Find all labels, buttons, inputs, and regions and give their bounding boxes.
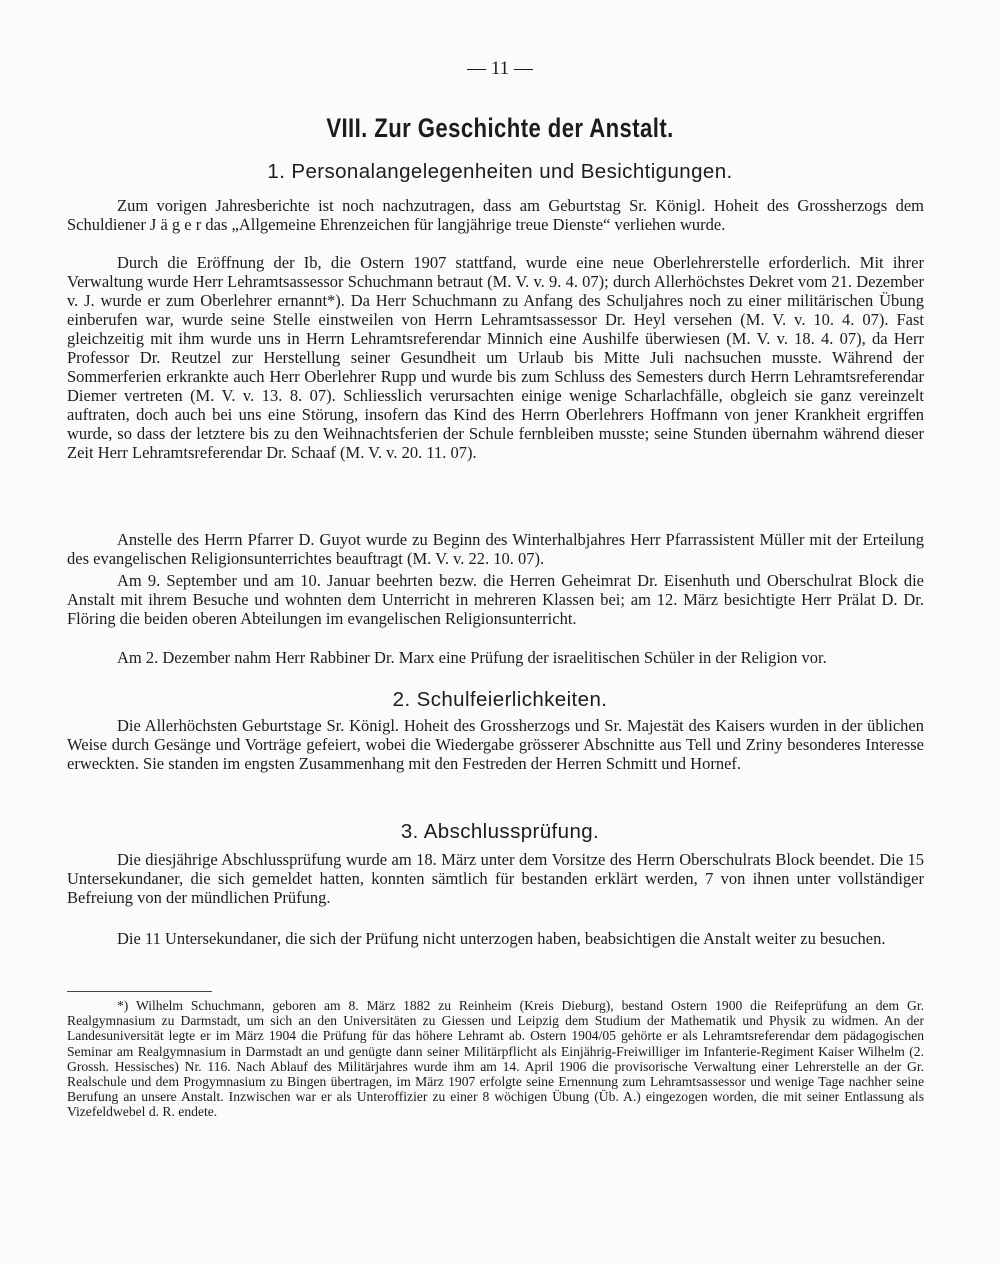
paragraph: Am 2. Dezember nahm Herr Rabbiner Dr. Marx eine Prüfung der israelitischen Schüler in der Religion vor. <box>117 648 827 667</box>
paragraph: Die Allerhöchsten Geburtstage Sr. Königl. Hoheit des Grossherzogs und Sr. Majestät des Kaisers wurden in der üblichen Weise durch Gesänge und Vorträge gefeiert, wobei die Wiedergabe grösserer Abschnitte aus Tell und Zriny besonderes Interesse erweckten. Sie standen im engsten Zusammenhang mit den Festreden der Herren Schmitt und Hornef. <box>67 716 924 773</box>
paragraph: Anstelle des Herrn Pfarrer D. Guyot wurde zu Beginn des Winterhalbjahres Herr Pfarrassistent Müller mit der Erteilung des evangelischen Religionsunterrichtes beauftragt (M. V. v. 22. 10. 07). <box>67 530 924 568</box>
page-number: — 11 — <box>467 58 533 79</box>
paragraph: Am 9. September und am 10. Januar beehrten bezw. die Herren Geheimrat Dr. Eisenhuth und Oberschulrat Block die Anstalt mit ihrem Besuche und wohnten dem Unterricht in mehreren Klassen bei; am 12. März besichtigte Herr Prälat D. Dr. Flöring die beiden oberen Abteilungen im evangelischen Religionsunterricht. <box>67 571 924 628</box>
footnote-divider <box>67 991 212 992</box>
section-heading-feiern: 2. Schulfeierlichkeiten. <box>392 688 608 711</box>
paragraph: Durch die Eröffnung der Ib, die Ostern 1907 stattfand, wurde eine neue Oberlehrerstelle erforderlich. Mit ihrer Verwaltung wurde Herr Lehramtsassessor Schuchmann betraut (M. V. v. 9. 4. 07); durch Allerhöchstes Dekret vom 21. Dezember v. J. wurde er zum Oberlehrer ernannt*). Da Herr Schuchmann zu Anfang des Schuljahres noch zu einer militärischen Übung einberufen war, wurde seine Stelle einstweilen von Herrn Lehramtsassessor Dr. Heyl versehen (M. V. v. 10. 4. 07). Fast gleichzeitig mit ihm wurde uns in Herrn Lehramtsreferendar Minnich eine Aushilfe überwiesen (M. V. v. 18. 4. 07), da Herr Professor Dr. Reutzel zur Herstellung seiner Gesundheit um Urlaub bis Mitte Juli nachsuchen musste. Während der Sommerferien erkrankte auch Herr Oberlehrer Rupp und wurde bis zum Schluss des Semesters durch Herrn Lehramtsreferendar Diemer vertreten (M. V. v. 13. 8. 07). Schliesslich verursachten einige wenige Scharlachfälle, obgleich sie ganz vereinzelt auftraten, doch auch bei uns eine Störung, insofern das Kind des Herrn Oberlehrers Hoffmann von jener Krankheit ergriffen wurde, so dass der letztere bis zu den Weihnachtsferien der Schule fernbleiben musste; seine Stunden übernahm während dieser Zeit Herr Lehramtsreferendar Dr. Schaaf (M. V. v. 20. 11. 07). <box>67 253 924 462</box>
paragraph: Die diesjährige Abschlussprüfung wurde am 18. März unter dem Vorsitze des Herrn Oberschulrats Block beendet. Die 15 Untersekundaner, die sich gemeldet hatten, konnten sämtlich für bestanden erklärt werden, 7 von ihnen unter vollständiger Befreiung von der mündlichen Prüfung. <box>67 850 924 907</box>
chapter-title: VIII. Zur Geschichte der Anstalt. <box>326 113 674 143</box>
section-heading-pruefung: 3. Abschlussprüfung. <box>400 820 600 843</box>
paragraph: Zum vorigen Jahresberichte ist noch nachzutragen, dass am Geburtstag Sr. Königl. Hoheit des Grossherzogs dem Schuldiener J ä g e r das „Allgemeine Ehrenzeichen für langjährige treue Dienste“ verliehen wurde. <box>67 196 924 234</box>
paragraph: Die 11 Untersekundaner, die sich der Prüfung nicht unterzogen haben, beabsichtigen die Anstalt weiter zu besuchen. <box>117 929 886 948</box>
section-heading-personal: 1. Personalangelegenheiten und Besichtigungen. <box>267 160 733 183</box>
footnote: *) Wilhelm Schuchmann, geboren am 8. März 1882 zu Reinheim (Kreis Dieburg), bestand Ostern 1900 die Reifeprüfung an dem Gr. Realgymnasium zu Darmstadt, um sich an den Universitäten zu Giessen und Leipzig dem Studium der Mathematik und Physik zu widmen. An der Landesuniversität legte er im März 1904 die Prüfung für das höhere Lehramt ab. Ostern 1904/05 gehörte er als Lehramtsreferendar dem pädagogischen Seminar am Realgymnasium in Darmstadt an und genügte dann seiner Militärpflicht als Einjährig-Freiwilliger im Infanterie-Regiment Kaiser Wilhelm (2. Grossh. Hessisches) Nr. 116. Nach Ablauf des Militärjahres wurde ihm am 14. April 1906 die provisorische Verwaltung einer Lehrerstelle an der Gr. Realschule und dem Progymnasium zu Bingen übertragen, im März 1907 erfolgte seine Ernennung zum Lehramtsassessor und wenige Tage nachher seine Berufung an unsere Anstalt. Inzwischen war er als Unteroffizier zu einer 8 wöchigen Übung (Üb. A.) eingezogen worden, die mit seiner Entlassung als Vizefeldwebel d. R. endete. <box>67 998 924 1120</box>
